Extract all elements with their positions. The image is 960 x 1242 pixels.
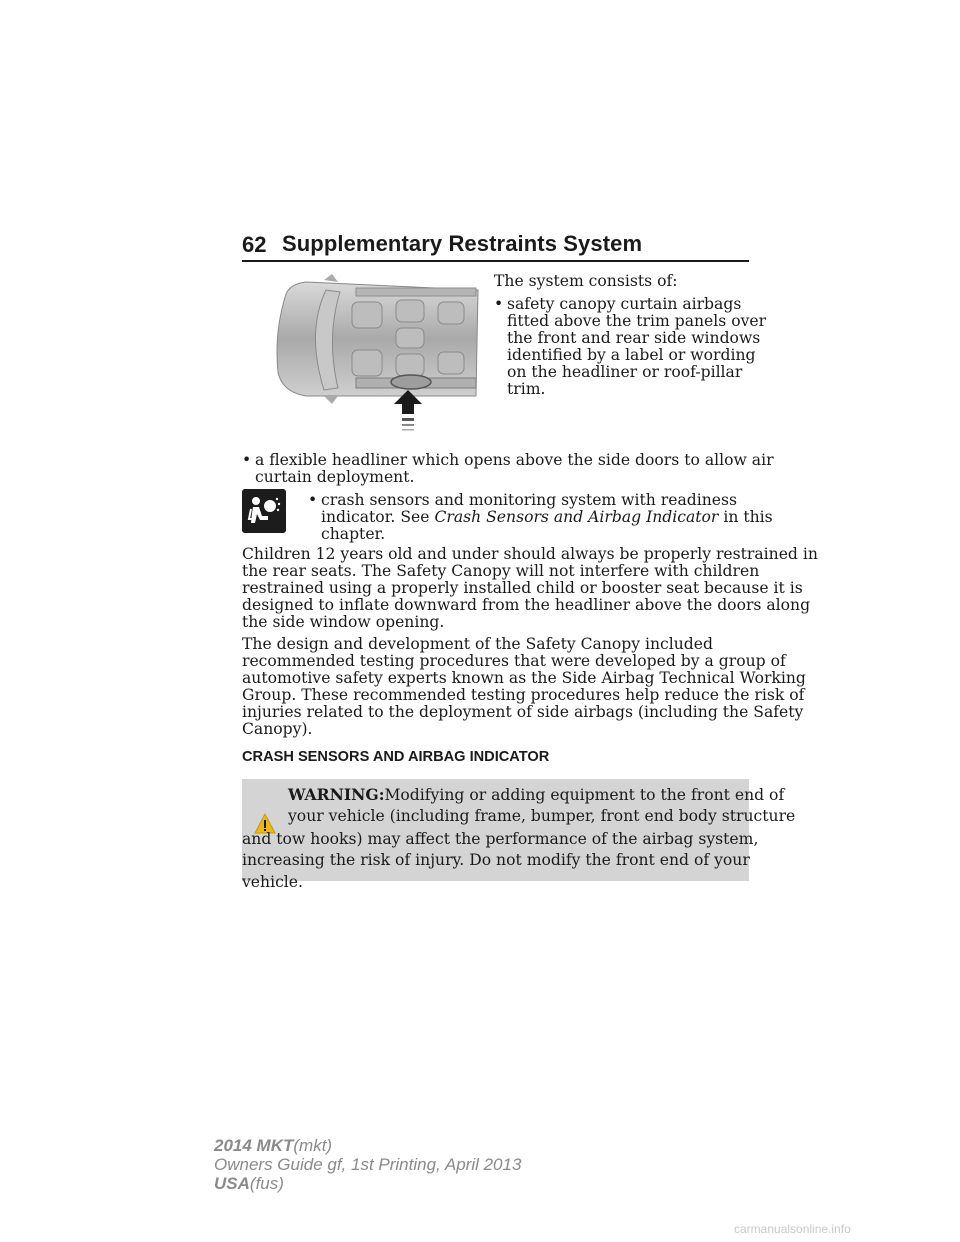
footer-market (214, 1174, 284, 1193)
footer-printing: Owners Guide gf, 1st Printing, April 2013 (214, 1155, 522, 1174)
watermark: carmanualsonline.info (734, 1222, 851, 1236)
bullet-flexible-headliner-text (255, 452, 774, 486)
paragraph-children-line: the side window opening. (242, 613, 445, 631)
text-fragment: indicator. See (321, 508, 435, 526)
warning-line-3: and tow hooks) may affect the performance of the airbag system, (242, 830, 759, 848)
paragraph-children (242, 545, 818, 631)
bullet-curtain-airbags-line: trim. (507, 380, 546, 398)
cross-reference-link[interactable]: Crash Sensors and Airbag Indicator (434, 508, 719, 526)
paragraph-design-line: Group. These recommended testing procedures help reduce the risk of (242, 686, 805, 704)
warning-line-4: increasing the risk of injury. Do not modify the front end of your (242, 851, 750, 869)
paragraph-design (242, 635, 806, 738)
bullet-curtain-airbags-line: the front and rear side windows (507, 329, 761, 347)
paragraph-design-line: automotive safety experts known as the Side Airbag Technical Working (242, 669, 806, 687)
footer-model-code: (mkt) (293, 1136, 333, 1155)
paragraph-design-line: Canopy). (242, 720, 313, 738)
bullet-curtain-airbags-text (507, 296, 766, 398)
text-fragment: in this (718, 508, 773, 526)
bullet-curtain-airbags-line: safety canopy curtain airbags (507, 295, 742, 313)
bullet-dot: • (308, 491, 318, 509)
bullet-flexible-headliner-line: curtain deployment. (255, 468, 415, 486)
intro-text: The system consists of: (494, 272, 678, 290)
bullet-crash-sensors-line2 (321, 509, 773, 526)
airbag-warning-lamp-icon (242, 489, 286, 533)
warning-line-2: your vehicle (including frame, bumper, front end body structure (288, 807, 796, 825)
paragraph-design-line: injuries related to the deployment of side airbags (including the Safety (242, 703, 804, 721)
bullet-curtain-airbags-line: fitted above the trim panels over (507, 312, 767, 330)
bullet-crash-sensors-line1: crash sensors and monitoring system with readiness (321, 491, 738, 509)
warning-label: WARNING: (288, 785, 385, 804)
warning-line-1 (288, 786, 784, 804)
paragraph-children-line: the rear seats. The Safety Canopy will not interfere with children (242, 562, 760, 580)
section-title: Supplementary Restraints System (282, 231, 643, 256)
paragraph-children-line: Children 12 years old and under should always be properly restrained in (242, 545, 818, 563)
footer-market-name: USA (214, 1174, 250, 1193)
header-rule (242, 260, 749, 262)
paragraph-design-line: The design and development of the Safety Canopy included (242, 635, 713, 653)
warning-text: Modifying or adding equipment to the front end of (384, 786, 785, 804)
bullet-crash-sensors-line3: chapter. (321, 525, 386, 543)
page-number: 62 (242, 232, 267, 257)
bullet-curtain-airbags-line: on the headliner or roof-pillar (507, 363, 743, 381)
bullet-dot: • (242, 451, 252, 469)
warning-line-5: vehicle. (242, 873, 303, 891)
section-heading: CRASH SENSORS AND AIRBAG INDICATOR (242, 749, 550, 765)
bullet-dot: • (494, 295, 504, 313)
footer-model-name: 2014 MKT (214, 1136, 294, 1155)
bullet-curtain-airbags-line: identified by a label or wording (507, 346, 756, 364)
car-airbag-illustration (266, 272, 481, 434)
footer-model (214, 1136, 332, 1155)
paragraph-children-line: designed to inflate downward from the headliner above the doors along (242, 596, 811, 614)
footer-market-code: (fus) (249, 1174, 284, 1193)
bullet-flexible-headliner-line: a flexible headliner which opens above the side doors to allow air (255, 451, 774, 469)
paragraph-design-line: recommended testing procedures that were developed by a group of (242, 652, 786, 670)
paragraph-children-line: restrained using a properly installed child or booster seat because it is (242, 579, 803, 597)
